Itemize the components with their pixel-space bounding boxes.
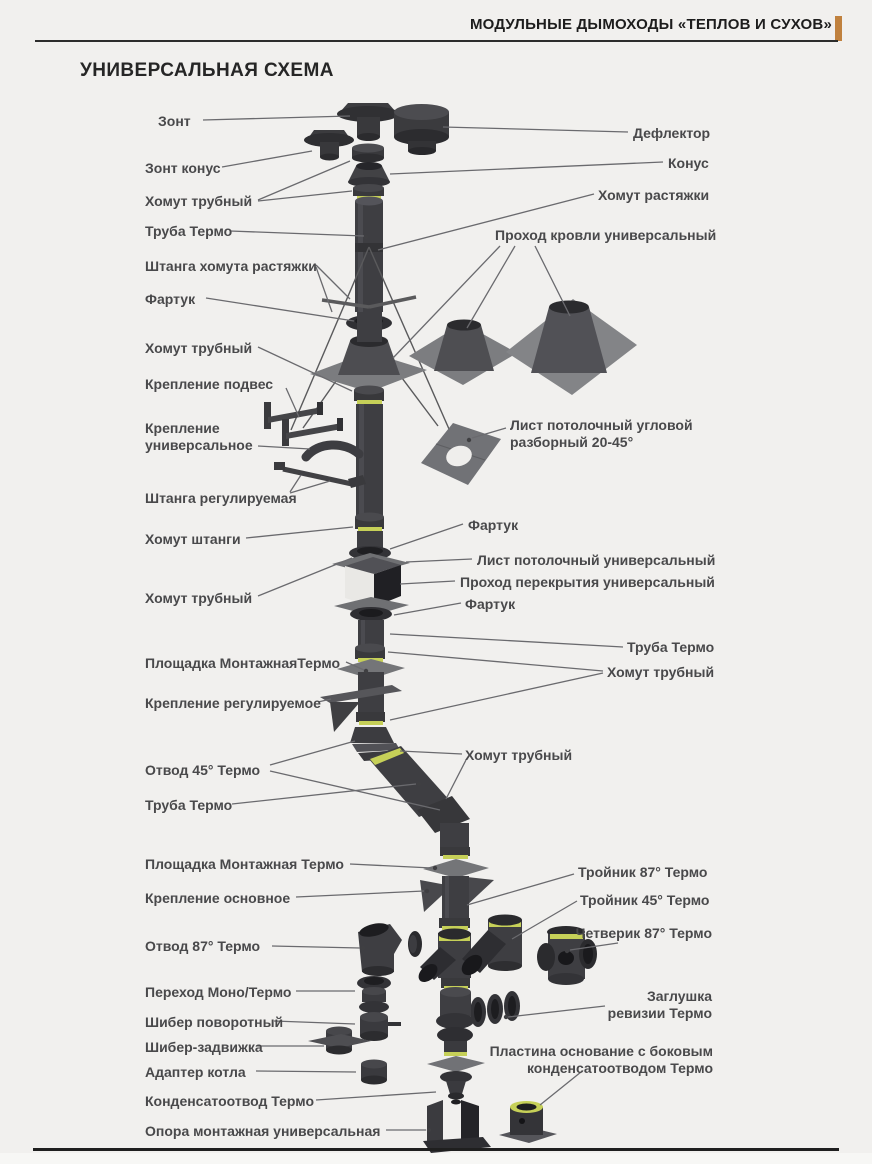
label-shiber-zadvizhka: Шибер-задвижка (145, 1039, 263, 1055)
label-list-potolochny-universalny: Лист потолочный универсальный (477, 552, 716, 568)
label-perekhod-mono-termo: Переход Моно/Термо (145, 984, 292, 1000)
adapter-kotla-part (361, 1060, 387, 1085)
label-otvod-45: Отвод 45° Термо (145, 762, 261, 778)
clamp-top-part (352, 144, 384, 163)
footer-rule (33, 1148, 839, 1151)
label-truba-termo-right: Труба Термо (627, 639, 715, 655)
shiber-povorotny-part (360, 1012, 401, 1041)
clamp-6-part (356, 712, 385, 725)
kondensatootvod-part (440, 1071, 472, 1105)
page-title: УНИВЕРСАЛЬНАЯ СХЕМА (80, 60, 334, 81)
label-prohod-perekrytiya: Проход перекрытия универсальный (460, 574, 715, 590)
perekhod-mono-termo-part (357, 976, 391, 1013)
label-kreplenie-universalnoe: Крепление универсальное (145, 420, 253, 453)
label-khomut-trubny-3: Хомут трубный (145, 590, 253, 606)
pipe-upper-part (355, 197, 383, 313)
fartuk-3-part (350, 607, 392, 621)
label-fartuk-2: Фартук (468, 517, 519, 533)
label-konus: Конус (668, 155, 709, 171)
label-troinik-87: Тройник 87° Термо (578, 864, 708, 880)
label-list-potolochny-uglovoy: Лист потолочный угловой разборный 20-45° (510, 417, 693, 450)
label-zont-konus: Зонт конус (145, 160, 221, 176)
label-adapter-kotla: Адаптер котла (145, 1064, 246, 1080)
pipe-mid-part (356, 404, 383, 517)
label-otvod-87: Отвод 87° Термо (145, 938, 261, 954)
label-shiber-povorotny: Шибер поворотный (145, 1014, 284, 1030)
plastina-osnovanie-part (499, 1101, 557, 1143)
zaglushka-revizii-part (470, 991, 520, 1027)
label-truba-termo-2: Труба Термо (145, 797, 233, 813)
brand-title: МОДУЛЬНЫЕ ДЫМОХОДЫ «ТЕПЛОВ И СУХОВ» (469, 16, 832, 33)
label-prohod-krovli: Проход кровли универсальный (495, 227, 717, 243)
deflektor-part (394, 104, 449, 155)
label-khomut-trubny-right-2: Хомут трубный (465, 747, 573, 763)
clamp-8-part (439, 918, 470, 930)
clamp-3-part (354, 386, 384, 405)
label-khomut-trubny-1: Хомут трубный (145, 193, 253, 209)
label-khomut-trubny-right-1: Хомут трубный (607, 664, 715, 680)
label-zont: Зонт (158, 113, 191, 129)
label-plastina-osnovanie: Пластина основание с боковым конденсатоотводом Термо (489, 1043, 713, 1076)
label-shtanga-khomuta: Штанга хомута растяжки (145, 258, 317, 274)
label-kreplenie-reguliruemoe: Крепление регулируемое (145, 695, 321, 711)
pipe-lower-part (442, 876, 469, 918)
label-troinik-45: Тройник 45° Термо (580, 892, 710, 908)
kreplenie-universalnoe-part (306, 445, 359, 457)
opora-ploschadka-part (427, 1056, 485, 1072)
clamp-7-part (440, 847, 470, 859)
list-potolochny-uglovoy-part (421, 423, 501, 485)
clamp-shtangi-part (355, 513, 384, 552)
label-ploschadka-montazhnaya-2: Площадка Монтажная Термо (145, 856, 344, 872)
label-zaglushka-revizii: Заглушка ревизии Термо (607, 988, 712, 1021)
label-deflektor: Дефлектор (633, 125, 711, 141)
disc-part (408, 931, 422, 957)
label-khomut-trubny-2: Хомут трубный (145, 340, 253, 356)
label-truba-termo-1: Труба Термо (145, 223, 233, 239)
label-fartuk-1: Фартук (145, 291, 196, 307)
label-fartuk-3: Фартук (465, 596, 516, 612)
opora-montazhnaya-part (423, 1100, 491, 1153)
konus-part (348, 162, 390, 187)
label-kondensatootvod: Конденсатоотвод Термо (145, 1093, 315, 1109)
label-chetverik-87: Четверик 87° Термо (575, 925, 712, 941)
lower-tee-part (436, 978, 474, 1056)
label-ploschadka-montazhnaya-1: Площадка МонтажнаяТермо (145, 655, 341, 671)
label-khomut-shtangi: Хомут штанги (145, 531, 241, 547)
label-khomut-rastyazhki: Хомут растяжки (598, 187, 710, 203)
roof-pass-3-part (506, 299, 637, 395)
clamp-5-part (355, 644, 385, 663)
label-kreplenie-podves: Крепление подвес (145, 376, 274, 392)
label-opora-montazhnaya: Опора монтажная универсальная (145, 1123, 381, 1139)
troinik-87-part (415, 929, 471, 986)
footer-strip (0, 1153, 872, 1164)
label-shtanga-reguliruemaya: Штанга регулируемая (145, 490, 297, 506)
label-kreplenie-osnovnoe: Крепление основное (145, 890, 291, 906)
zont-konus-part (304, 130, 354, 161)
